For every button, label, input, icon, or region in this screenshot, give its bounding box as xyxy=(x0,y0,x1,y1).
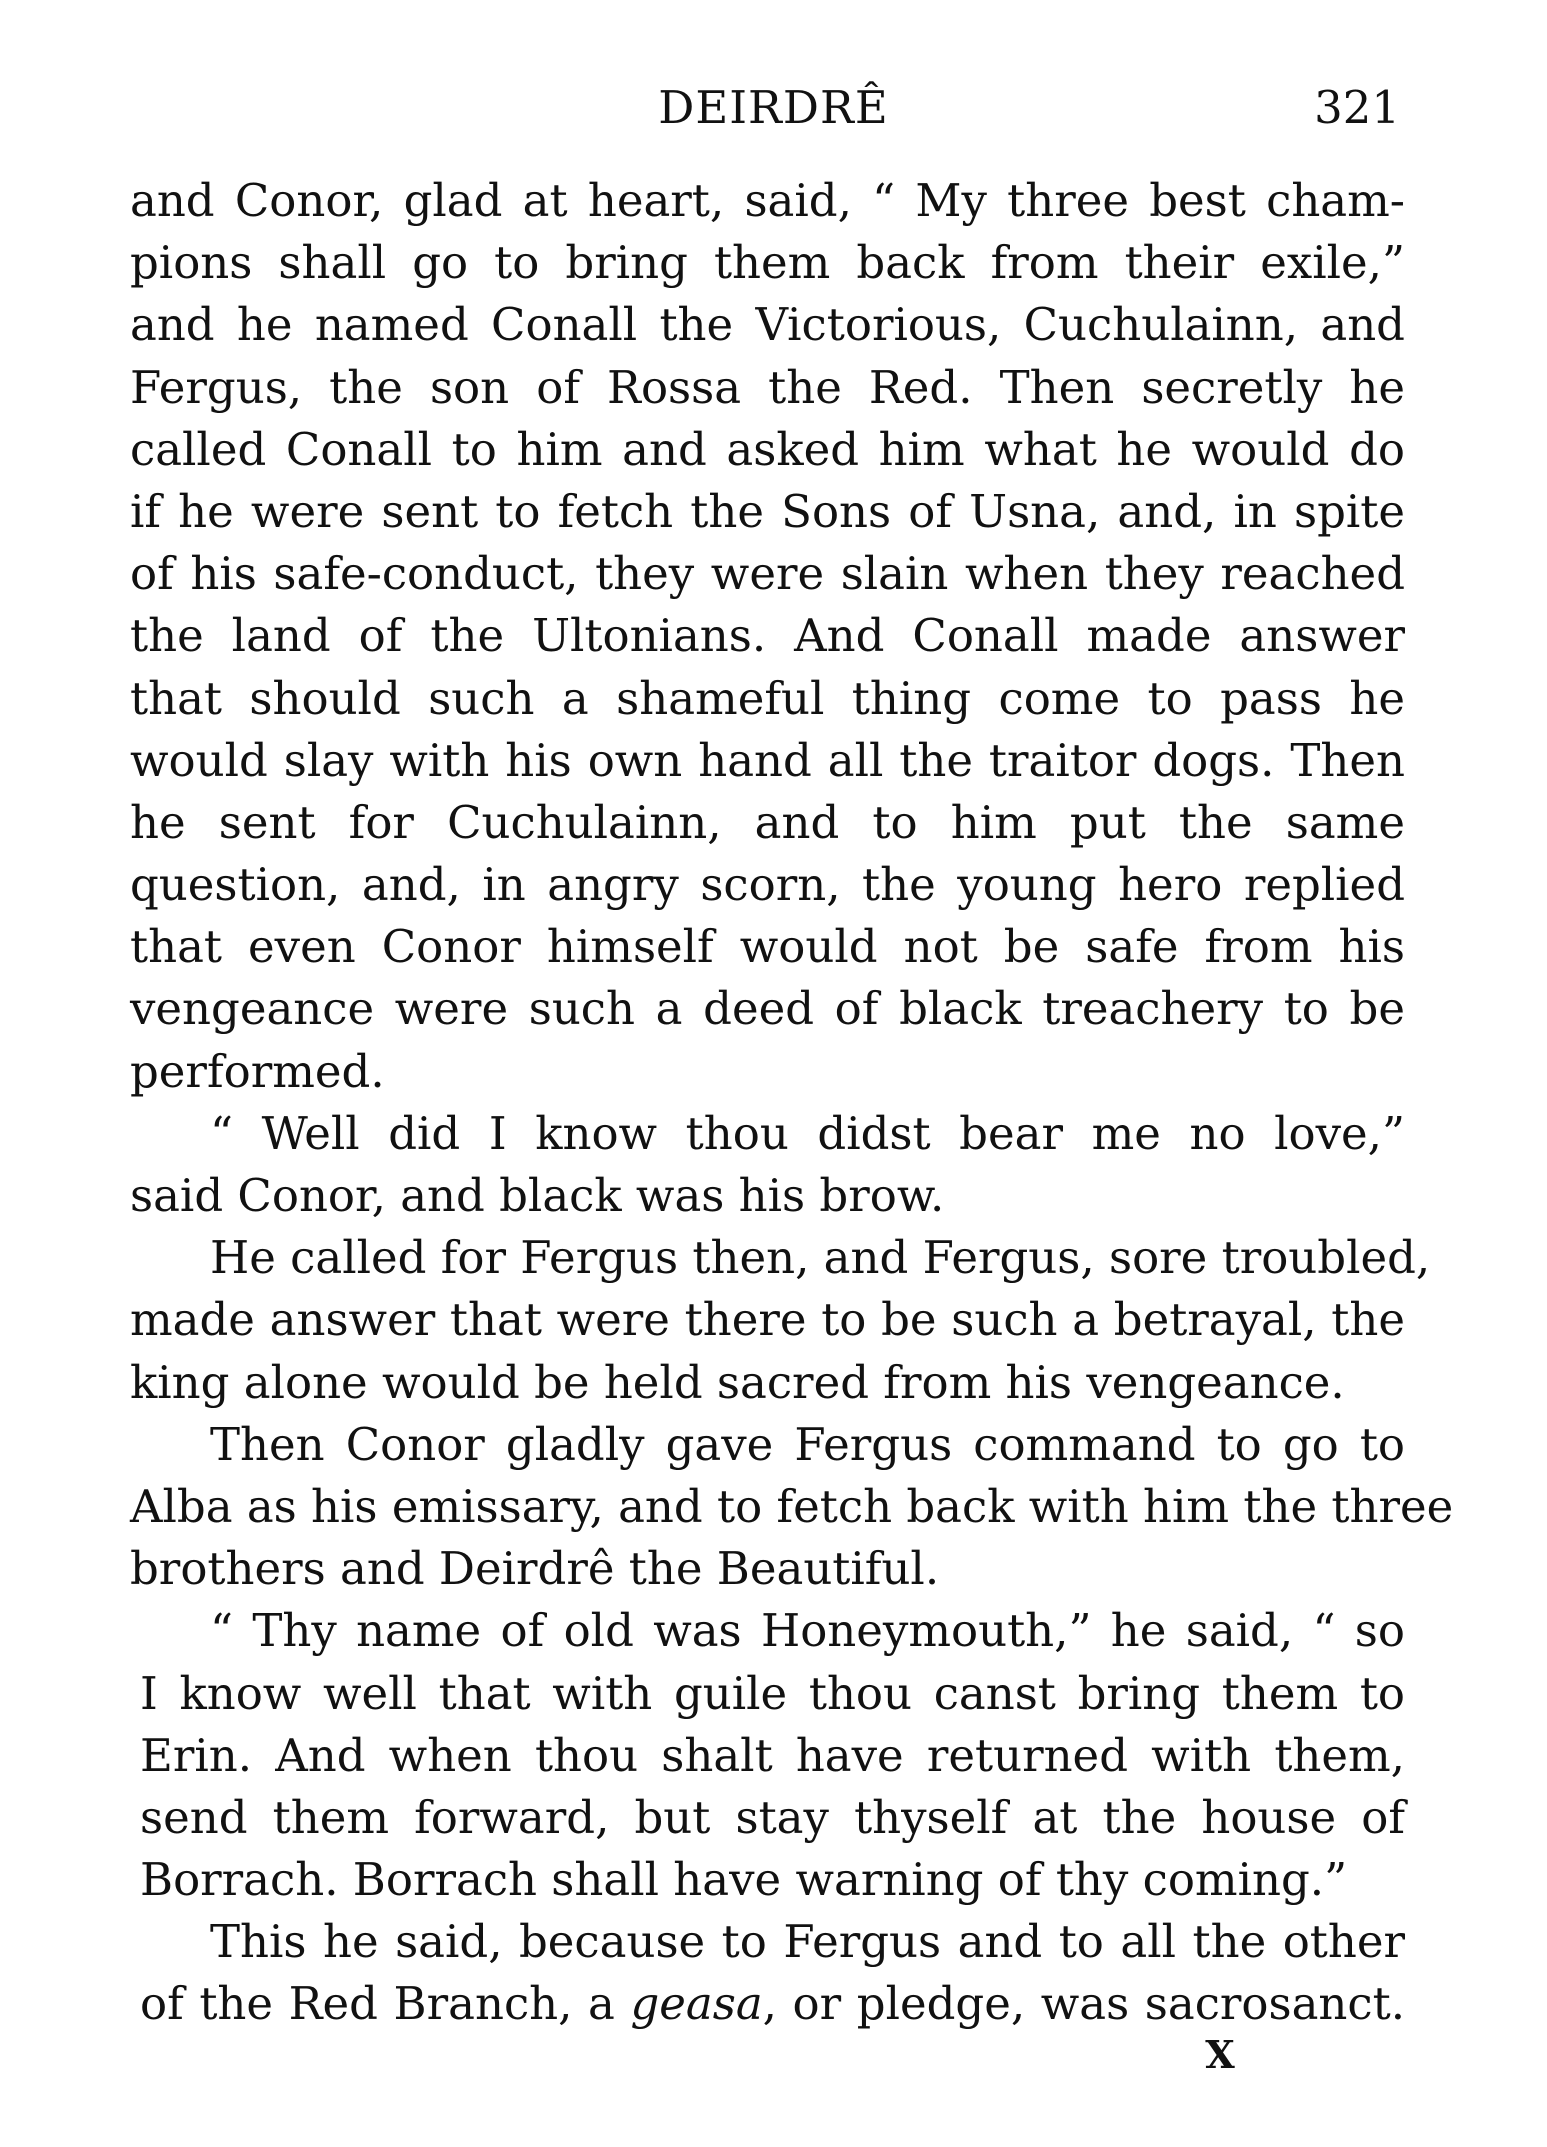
text-line: he sent for Cuchulainn, and to him put the same xyxy=(130,795,1405,849)
text-line: Borrach. Borrach shall have warning of thy coming.” xyxy=(140,1853,1348,1907)
text-line: I know well that with guile thou canst bring them to xyxy=(140,1666,1405,1720)
text-line: performed. xyxy=(130,1044,385,1098)
signature-mark: X xyxy=(1205,2032,1235,2077)
body-text xyxy=(130,170,1454,2036)
running-title: DEIRDRÊ xyxy=(658,81,889,134)
text-line: said Conor, and black was his brow. xyxy=(130,1169,945,1222)
text-line: would slay with his own hand all the traitor dogs. Then xyxy=(130,733,1405,787)
text-line: “ Thy name of old was Honeymouth,” he said, “ so xyxy=(210,1604,1405,1658)
text-line: of his safe-conduct, they were slain when they reached xyxy=(130,547,1405,601)
text-line: king alone would be held sacred from his vengeance. xyxy=(130,1355,1345,1409)
text-line: He called for Fergus then, and Fergus, sore troubled, xyxy=(210,1231,1431,1285)
text-line: and he named Conall the Victorious, Cuchulainn, and xyxy=(130,298,1405,352)
text-line: the land of the Ultonians. And Conall made answer xyxy=(130,609,1405,663)
text-line: pions shall go to bring them back from their exile,” xyxy=(130,236,1405,290)
text-line: if he were sent to fetch the Sons of Usna, and, in spite xyxy=(130,484,1405,538)
text-line: that should such a shameful thing come to pass he xyxy=(130,671,1405,725)
text-line: and Conor, glad at heart, said, “ My three best cham- xyxy=(130,174,1405,227)
text-line: called Conall to him and asked him what he would do xyxy=(130,422,1405,476)
text-line: vengeance were such a deed of black treachery to be xyxy=(130,982,1405,1036)
page-number: 321 xyxy=(1314,81,1400,134)
text-line: question, and, in angry scorn, the young hero replied xyxy=(130,858,1405,912)
text-line: This he said, because to Fergus and to all the other xyxy=(210,1915,1405,1969)
text-line: “ Well did I know thou didst bear me no love,” xyxy=(210,1106,1405,1160)
text-segment: of the Red Branch, a xyxy=(140,1977,631,2031)
text-line: made answer that were there to be such a betrayal, the xyxy=(130,1293,1405,1347)
text-line: send them forward, but stay thyself at the house of xyxy=(140,1790,1405,1844)
text-line: Alba as his emissary, and to fetch back with him the three xyxy=(130,1479,1454,1533)
text-line: Erin. And when thou shalt have returned with them, xyxy=(140,1728,1405,1782)
text-line: Fergus, the son of Rossa the Red. Then secretly he xyxy=(130,360,1405,414)
text-line: Then Conor gladly gave Fergus command to go to xyxy=(210,1417,1405,1471)
text-line xyxy=(130,1973,1405,2035)
text-line: that even Conor himself would not be safe from his xyxy=(130,920,1405,974)
text-line: brothers and Deirdrê the Beautiful. xyxy=(130,1542,940,1596)
text-segment: , or pledge, was sacrosanct. xyxy=(762,1977,1405,2031)
italic-term: geasa xyxy=(630,1977,763,2031)
